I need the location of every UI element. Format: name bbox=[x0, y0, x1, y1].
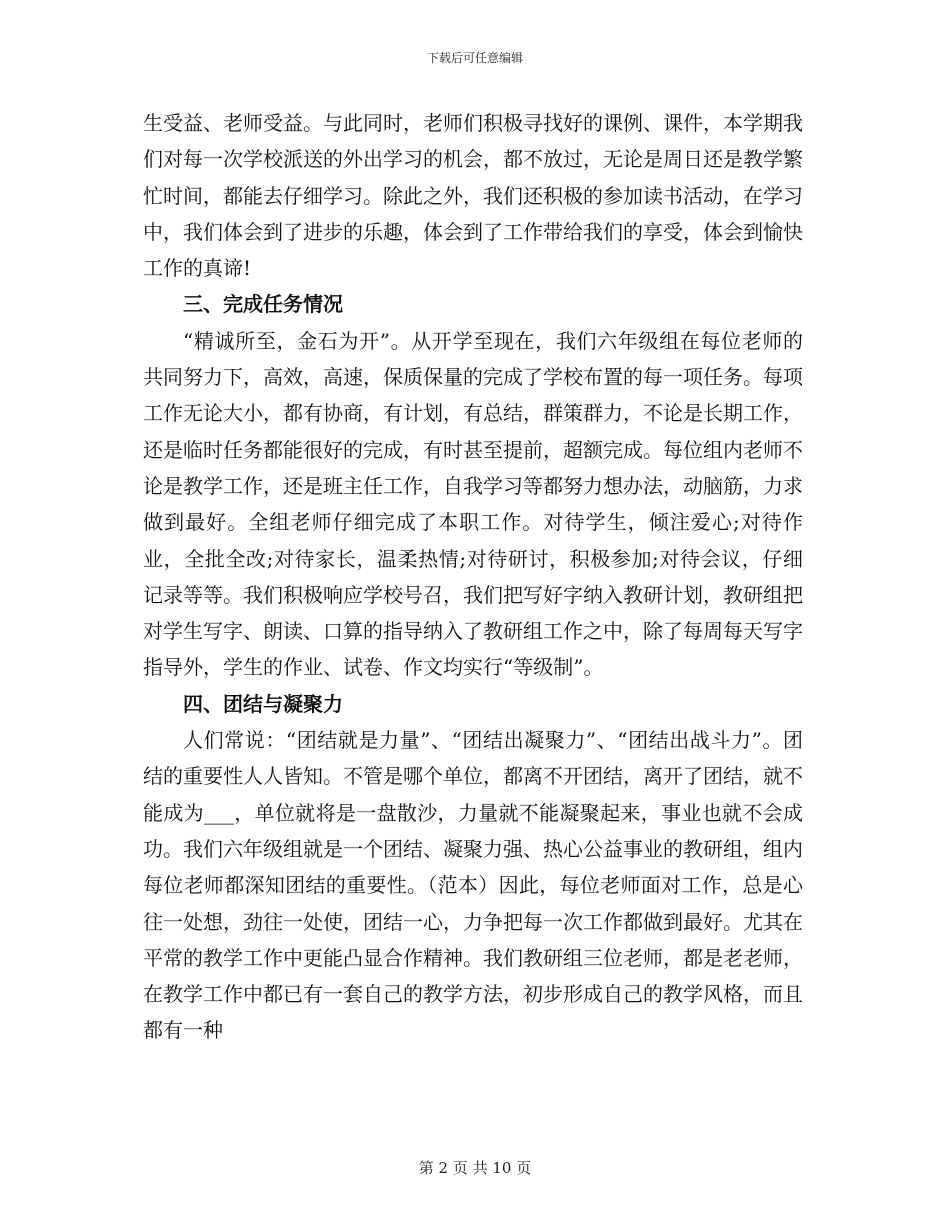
paragraph: “精诚所至，金石为开”。从开学至现在，我们六年级组在每位老师的共同努力下，高效，高速，保质保量的完成了学校布置的每一项任务。每项工作无论大小，都有协商，有计划，有总结，群策群力，不论是长期工作，还是临时任务都能很好的完成，有时甚至提前，超额完成。每位组内老师不论是教学工作，还是班主任工作，自我学习等都努力想办法，动脑筋，力求做到最好。全组老师仔细完成了本职工作。对待学生，倾注爱心;对待作业，全批全改;对待家长，温柔热情;对待研讨，积极参加;对待会议，仔细记录等等。我们积极响应学校号召，我们把写好字纳入教研计划，教研组把对学生写字、朗读、口算的指导纳入了教研组工作之中，除了每周每天写字指导外，学生的作业、试卷、作文均实行“等级制”。 bbox=[143, 328, 803, 680]
paragraph: 生受益、老师受益。与此同时，老师们积极寻找好的课例、课件，本学期我们对每一次学校派送的外出学习的机会，都不放过，无论是周日还是教学繁忙时间，都能去仔细学习。除此之外，我们还积极的参加读书活动，在学习中，我们体会到了进步的乐趣，体会到了工作带给我们的享受，体会到愉快工作的真谛! bbox=[143, 111, 803, 281]
document-body bbox=[143, 105, 803, 1049]
page-footer: 第 2 页 共 10 页 bbox=[418, 1159, 532, 1177]
section-heading: 三、完成任务情况 bbox=[183, 292, 343, 317]
paragraph: 人们常说：“团结就是力量”、“团结出凝聚力”、“团结出战斗力”。团结的重要性人人皆知。不管是哪个单位，都离不开团结，离开了团结，就不能成为___，单位就将是一盘散沙，力量就不能凝聚起来，事业也就不会成功。我们六年级组就是一个团结、凝聚力强、热心公益事业的教研组，组内每位老师都深知团结的重要性。（范本）因此，每位老师面对工作，总是心往一处想，劲往一处使，团结一心，力争把每一次工作都做到最好。尤其在平常的教学工作中更能凸显合作精神。我们教研组三位老师，都是老老师，在教学工作中都已有一套自己的教学方法，初步形成自己的教学风格，而且都有一种 bbox=[143, 728, 803, 1043]
page-header: 下载后可任意编辑 bbox=[426, 51, 523, 65]
section-heading: 四、团结与凝聚力 bbox=[183, 691, 343, 716]
